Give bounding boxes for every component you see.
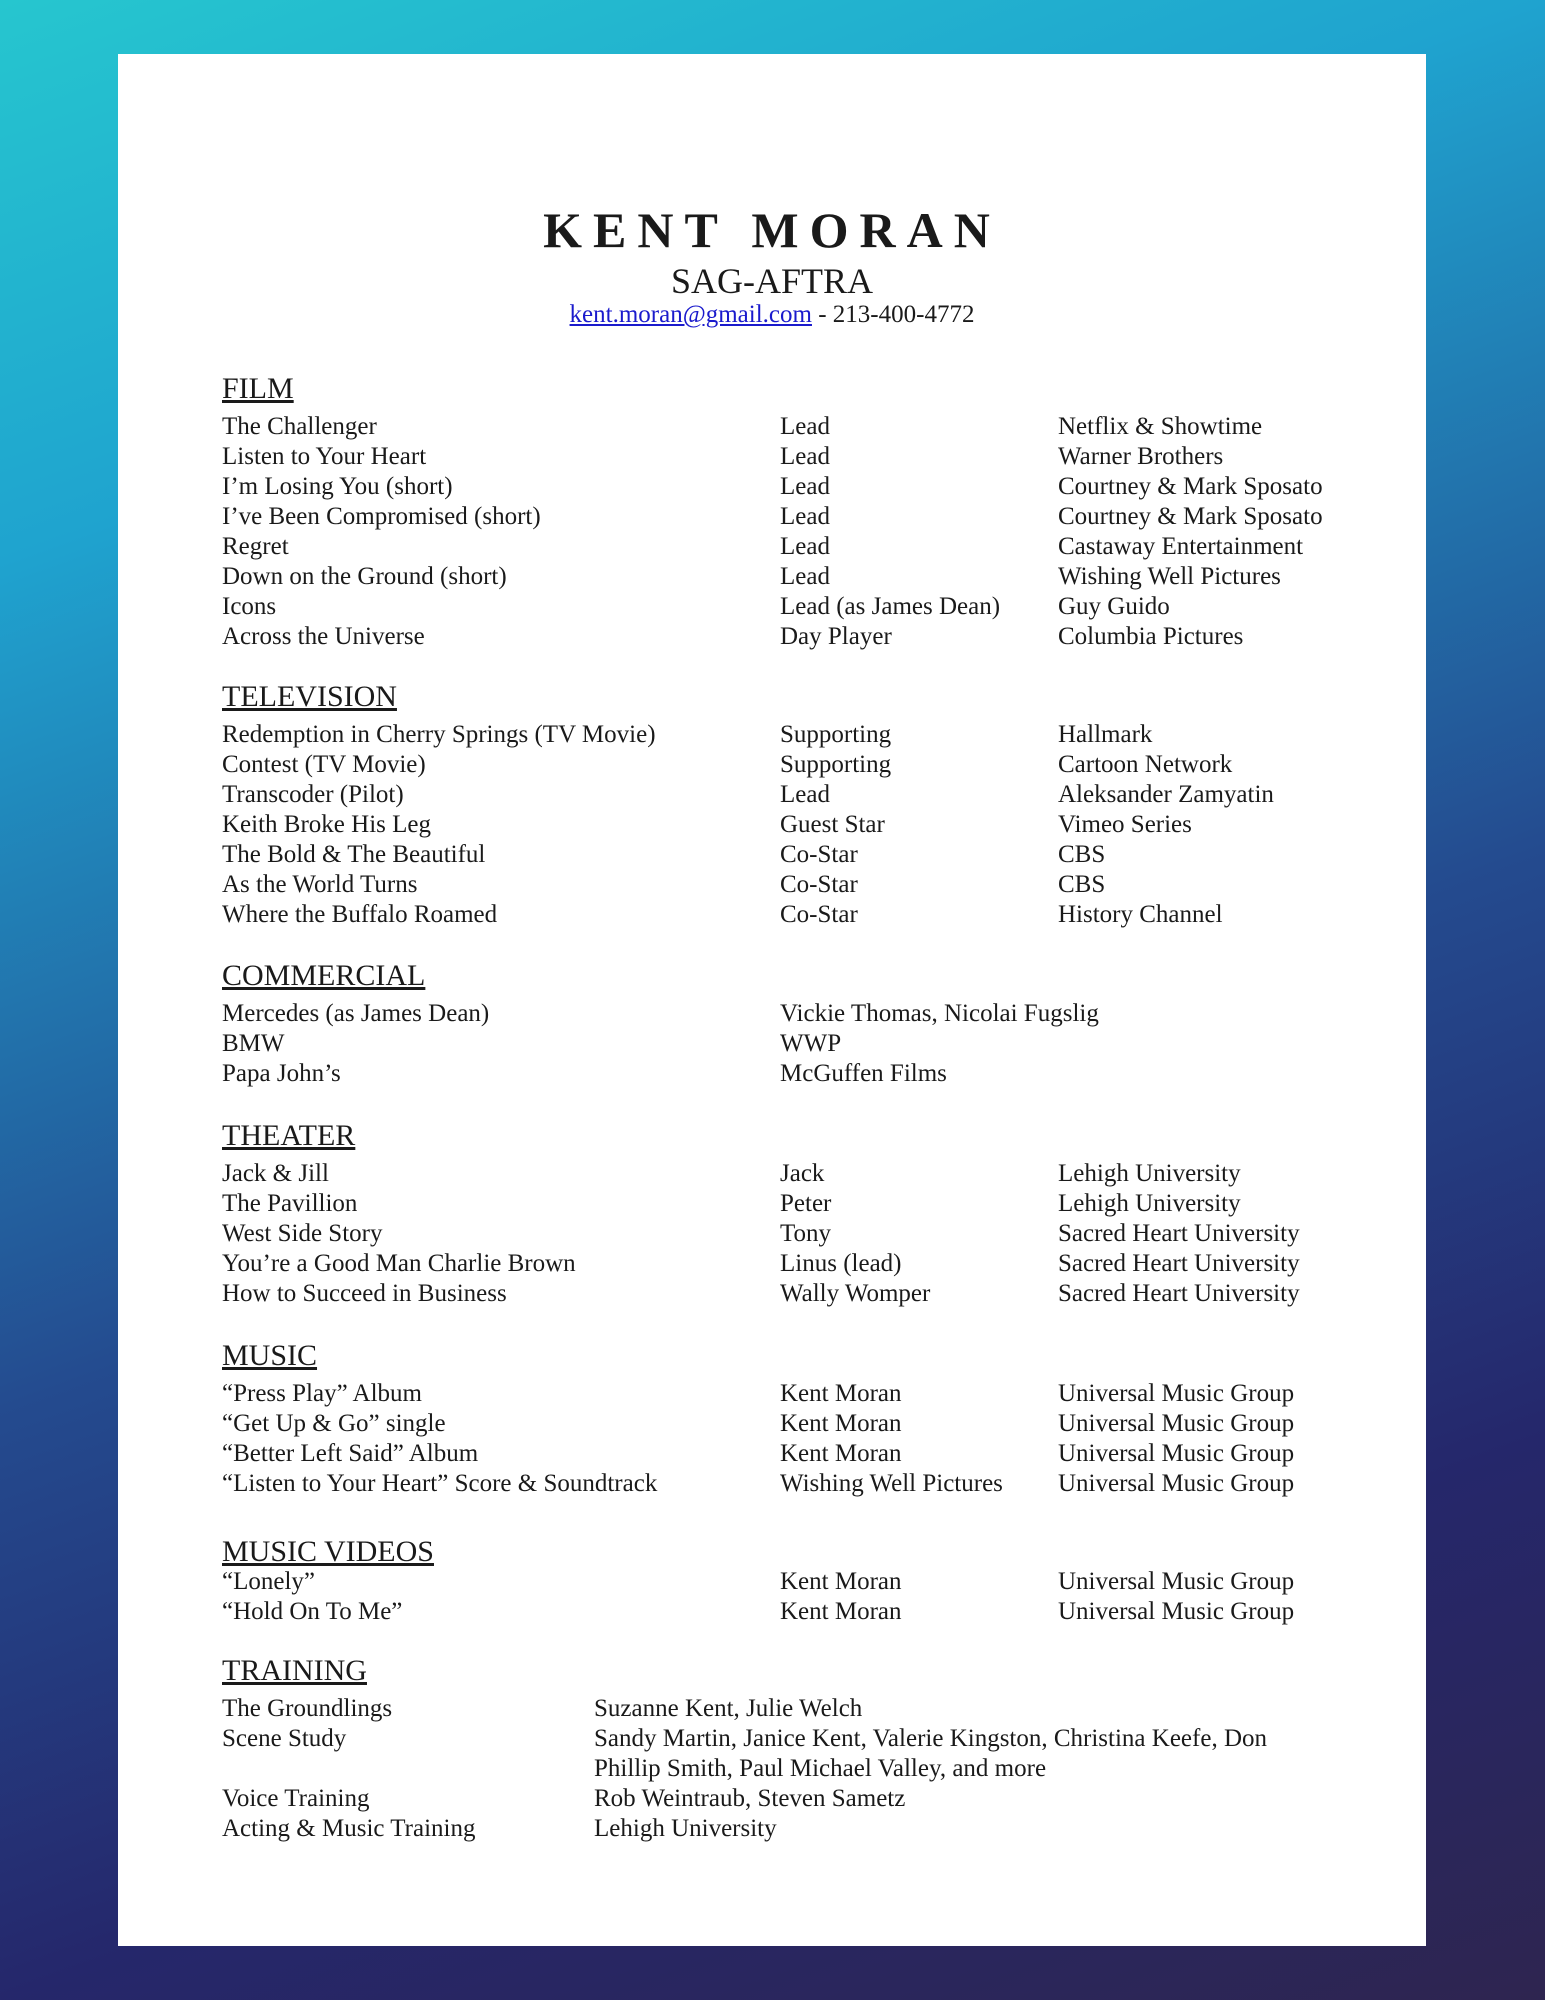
credit-title: Listen to Your Heart	[222, 443, 427, 470]
training-row	[222, 1694, 1372, 1724]
credit-role: Tony	[780, 1220, 832, 1247]
credit-title: Contest (TV Movie)	[222, 751, 426, 778]
credit-company: Courtney & Mark Sposato	[1058, 473, 1323, 500]
credit-company: Netflix & Showtime	[1058, 413, 1263, 440]
film-row	[222, 472, 1372, 502]
training-instructors: Suzanne Kent, Julie Welch	[594, 1695, 863, 1722]
credit-company: Cartoon Network	[1058, 751, 1233, 778]
credit-title: I’ve Been Compromised (short)	[222, 503, 541, 530]
credit-role: Peter	[780, 1190, 832, 1217]
music-videos-section	[222, 1535, 1372, 1627]
credit-company: CBS	[1058, 871, 1106, 898]
television-section	[222, 680, 1372, 930]
credit-role: Jack	[780, 1160, 825, 1187]
commercial-row	[222, 1029, 1372, 1059]
credit-role: Lead (as James Dean)	[780, 593, 1001, 620]
credit-role: Wally Womper	[780, 1280, 931, 1307]
credit-company: Wishing Well Pictures	[1058, 563, 1281, 590]
credit-title: Regret	[222, 533, 289, 560]
credit-title: As the World Turns	[222, 871, 418, 898]
credit-company: Warner Brothers	[1058, 443, 1224, 470]
credit-company: Castaway Entertainment	[1058, 533, 1304, 560]
resume-page	[118, 54, 1426, 1946]
credit-company: Hallmark	[1058, 721, 1153, 748]
training-section	[222, 1654, 1372, 1844]
credit-label: Universal Music Group	[1058, 1598, 1295, 1625]
training-program: Acting & Music Training	[222, 1815, 476, 1842]
credit-artist: Kent Moran	[780, 1440, 902, 1467]
credit-title: I’m Losing You (short)	[222, 473, 453, 500]
credit-title: Down on the Ground (short)	[222, 563, 507, 590]
credit-company: Aleksander Zamyatin	[1058, 781, 1274, 808]
credit-artist: Kent Moran	[780, 1568, 902, 1595]
credit-label: Universal Music Group	[1058, 1380, 1295, 1407]
section-title-television: TELEVISION	[222, 680, 397, 713]
music-row	[222, 1379, 1372, 1409]
credit-title: The Bold & The Beautiful	[222, 841, 486, 868]
theater-row	[222, 1189, 1372, 1219]
email-link[interactable]: kent.moran@gmail.com	[569, 301, 812, 328]
television-row	[222, 810, 1372, 840]
credit-title: How to Succeed in Business	[222, 1280, 507, 1307]
credit-director: McGuffen Films	[780, 1060, 947, 1087]
commercial-section	[222, 959, 1372, 1089]
television-row	[222, 900, 1372, 930]
credit-role: Co-Star	[780, 841, 858, 868]
credit-title: Papa John’s	[222, 1060, 341, 1087]
film-section	[222, 372, 1372, 652]
theater-section	[222, 1119, 1372, 1309]
credit-role: Supporting	[780, 751, 892, 778]
theater-row	[222, 1219, 1372, 1249]
actor-name: KENT MORAN	[543, 202, 1001, 258]
credit-role: Lead	[780, 413, 830, 440]
training-program: Voice Training	[222, 1785, 370, 1812]
credit-title: You’re a Good Man Charlie Brown	[222, 1250, 576, 1277]
film-row	[222, 412, 1372, 442]
commercial-row	[222, 1059, 1372, 1089]
credit-title: “Better Left Said” Album	[222, 1440, 479, 1467]
music-row	[222, 1439, 1372, 1469]
training-program: The Groundlings	[222, 1695, 393, 1722]
credit-company: History Channel	[1058, 901, 1223, 928]
credit-company: Sacred Heart University	[1058, 1220, 1300, 1247]
credit-role: Linus (lead)	[780, 1250, 902, 1277]
section-title-theater: THEATER	[222, 1119, 356, 1152]
credit-label: Universal Music Group	[1058, 1470, 1295, 1497]
credit-title: The Challenger	[222, 413, 377, 440]
credit-role: Guest Star	[780, 811, 885, 838]
training-row	[222, 1814, 1372, 1844]
credit-role: Co-Star	[780, 871, 858, 898]
credit-title: “Get Up & Go” single	[222, 1410, 446, 1437]
television-row	[222, 840, 1372, 870]
credit-role: Lead	[780, 473, 830, 500]
theater-row	[222, 1279, 1372, 1309]
credit-company: Lehigh University	[1058, 1160, 1241, 1187]
union-affiliation: SAG-AFTRA	[670, 261, 874, 301]
phone-number: 213-400-4772	[832, 301, 975, 328]
film-row	[222, 532, 1372, 562]
training-instructors: Lehigh University	[594, 1815, 777, 1842]
section-title-training: TRAINING	[222, 1654, 367, 1687]
contact-separator: -	[811, 301, 833, 328]
training-row	[222, 1784, 1372, 1814]
credit-title: “Lonely”	[222, 1568, 316, 1595]
credit-title: Keith Broke His Leg	[222, 811, 431, 838]
credit-title: “Listen to Your Heart” Score & Soundtrack	[222, 1470, 658, 1497]
music-section	[222, 1339, 1372, 1499]
credit-role: Lead	[780, 533, 830, 560]
section-title-music-videos: MUSIC VIDEOS	[222, 1535, 434, 1568]
credit-title: Across the Universe	[222, 623, 425, 650]
credit-title: Jack & Jill	[222, 1160, 329, 1187]
credit-title: Mercedes (as James Dean)	[222, 1000, 490, 1027]
credit-artist: Kent Moran	[780, 1380, 902, 1407]
television-row	[222, 720, 1372, 750]
music-row	[222, 1469, 1372, 1499]
credit-role: Lead	[780, 563, 830, 590]
training-program: Scene Study	[222, 1725, 347, 1752]
credit-title: Transcoder (Pilot)	[222, 781, 404, 808]
credit-title: “Press Play” Album	[222, 1380, 422, 1407]
section-title-film: FILM	[222, 372, 294, 405]
credit-title: The Pavillion	[222, 1190, 358, 1217]
credit-company: Guy Guido	[1058, 593, 1170, 620]
credit-director: WWP	[780, 1030, 842, 1057]
credit-company: Sacred Heart University	[1058, 1280, 1300, 1307]
television-row	[222, 750, 1372, 780]
credit-label: Universal Music Group	[1058, 1410, 1295, 1437]
film-row	[222, 592, 1372, 622]
credit-title: Where the Buffalo Roamed	[222, 901, 498, 928]
credit-director: Vickie Thomas, Nicolai Fugslig	[780, 1000, 1099, 1027]
credit-role: Co-Star	[780, 901, 858, 928]
credit-role: Lead	[780, 781, 830, 808]
music-row	[222, 1409, 1372, 1439]
training-instructors: Rob Weintraub, Steven Sametz	[594, 1785, 906, 1812]
television-row	[222, 780, 1372, 810]
credit-company: Sacred Heart University	[1058, 1250, 1300, 1277]
credit-title: West Side Story	[222, 1220, 383, 1247]
credit-company: Courtney & Mark Sposato	[1058, 503, 1323, 530]
section-title-commercial: COMMERCIAL	[222, 959, 426, 992]
credit-company: Columbia Pictures	[1058, 623, 1244, 650]
film-row	[222, 502, 1372, 532]
credit-role: Supporting	[780, 721, 892, 748]
music-video-row	[222, 1567, 1372, 1597]
credit-artist: Kent Moran	[780, 1598, 902, 1625]
theater-row	[222, 1159, 1372, 1189]
credit-artist: Wishing Well Pictures	[780, 1470, 1003, 1497]
credit-title: “Hold On To Me”	[222, 1598, 403, 1625]
film-row	[222, 442, 1372, 472]
credit-role: Lead	[780, 503, 830, 530]
training-instructors: Sandy Martin, Janice Kent, Valerie Kingston, Christina Keefe, Don Phillip Smith, Paul Michael Valley, and more	[594, 1725, 1267, 1782]
film-row	[222, 562, 1372, 592]
training-row	[222, 1724, 1372, 1784]
theater-row	[222, 1249, 1372, 1279]
credit-role: Day Player	[780, 623, 892, 650]
credit-company: Vimeo Series	[1058, 811, 1192, 838]
credit-company: Lehigh University	[1058, 1190, 1241, 1217]
film-row	[222, 622, 1372, 652]
credit-title: BMW	[222, 1030, 285, 1057]
credit-company: CBS	[1058, 841, 1106, 868]
credit-artist: Kent Moran	[780, 1410, 902, 1437]
credit-title: Icons	[222, 593, 277, 620]
music-video-row	[222, 1597, 1372, 1627]
section-title-music: MUSIC	[222, 1339, 318, 1372]
contact-line	[118, 300, 1426, 330]
credit-label: Universal Music Group	[1058, 1440, 1295, 1467]
television-row	[222, 870, 1372, 900]
credit-title: Redemption in Cherry Springs (TV Movie)	[222, 721, 656, 748]
commercial-row	[222, 999, 1372, 1029]
credit-role: Lead	[780, 443, 830, 470]
credit-label: Universal Music Group	[1058, 1568, 1295, 1595]
